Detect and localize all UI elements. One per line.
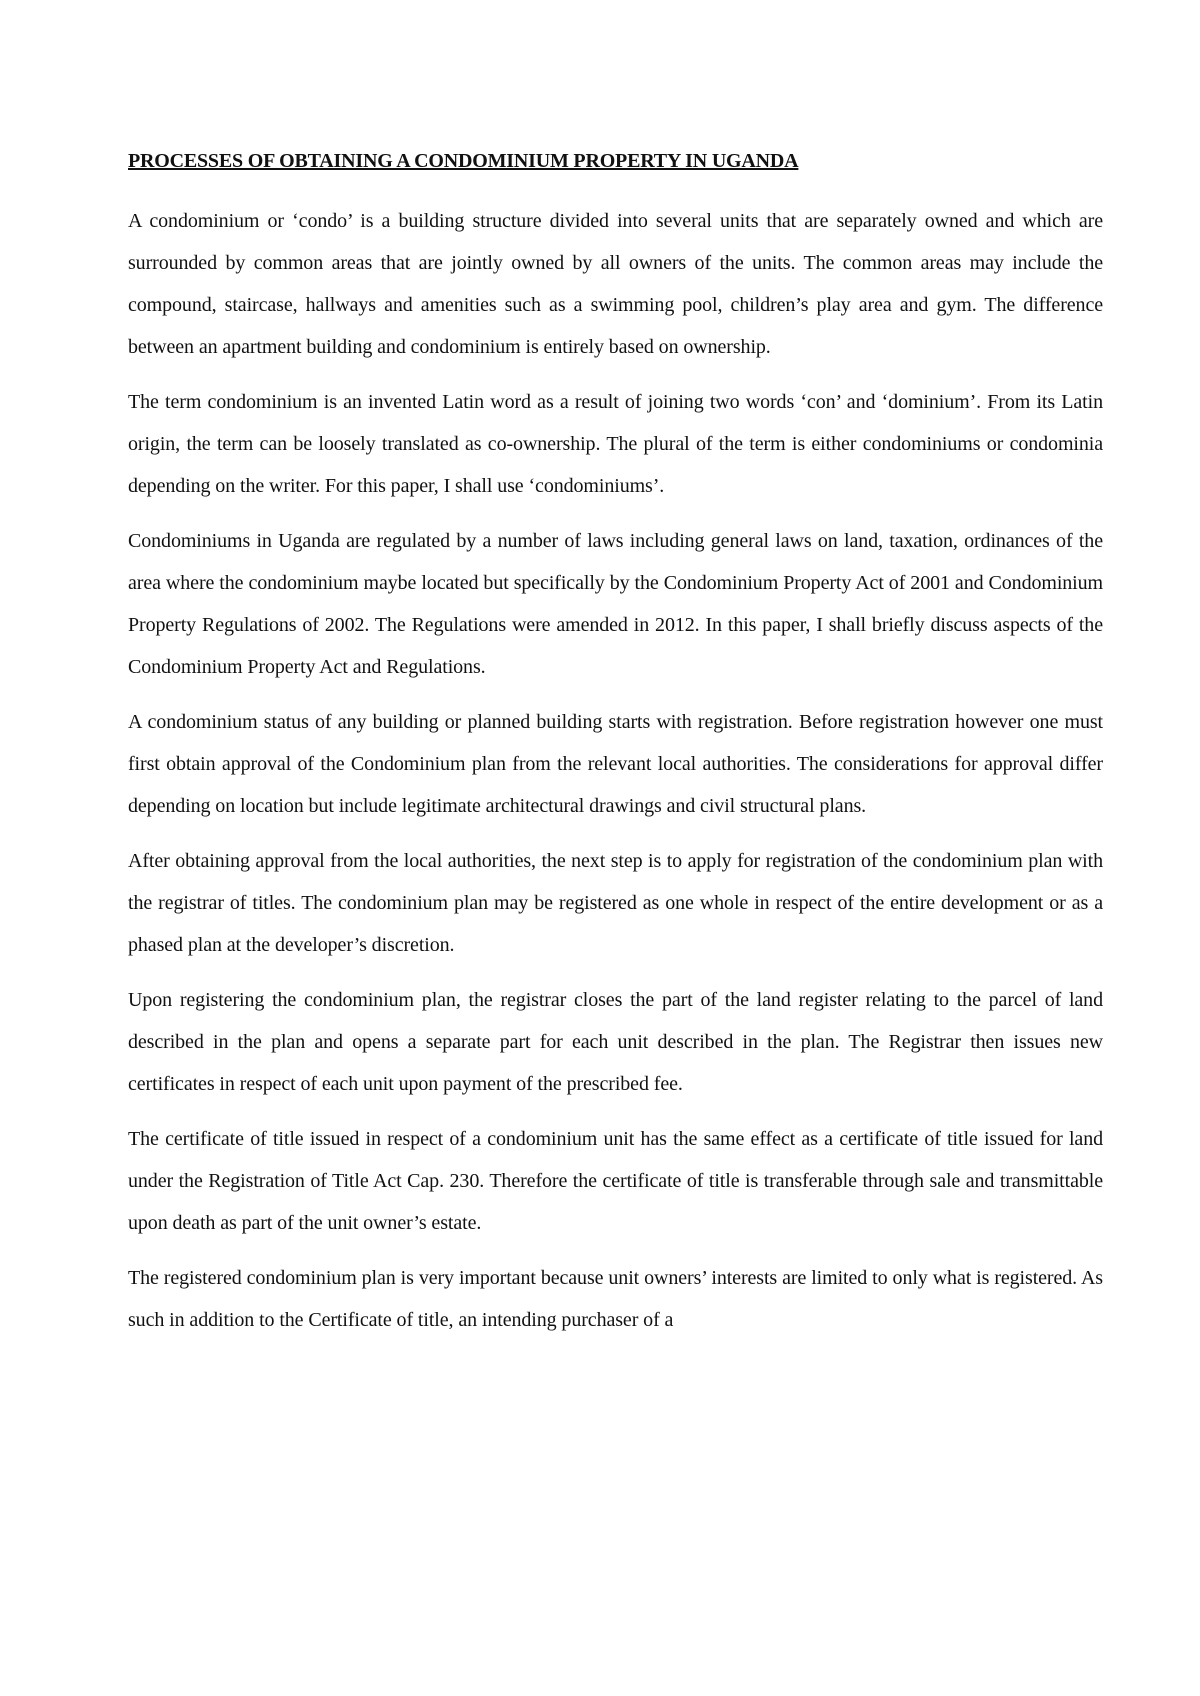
paragraph-registered-plan: The registered condominium plan is very important because unit owners’ interests are limited to only what is registered. As such in addition to the Certificate of title, an intending purchaser of a [128, 1267, 1103, 1331]
paragraph-definition: A condominium or ‘condo’ is a building structure divided into several units that are separately owned and which are surrounded by common areas that are jointly owned by all owners of the units. The common areas may include the compound, staircase, hallways and amenities such as a swimming pool, children’s play area and gym. The difference between an apartment building and condominium is entirely based on ownership. [128, 210, 1103, 358]
paragraph-certificate: The certificate of title issued in respect of a condominium unit has the same effect as a certificate of title issued for land under the Registration of Title Act Cap. 230. Therefore the certificate of title is transferable through sale and transmittable upon death as part of the unit owner’s estate. [128, 1128, 1103, 1234]
paragraph-registration: After obtaining approval from the local authorities, the next step is to apply for registration of the condominium plan with the registrar of titles. The condominium plan may be registered as one whole in respect of the entire development or as a phased plan at the developer’s discretion. [128, 850, 1103, 956]
paragraph-regulation: Condominiums in Uganda are regulated by a number of laws including general laws on land, taxation, ordinances of the area where the condominium maybe located but specifically by the Condominium Property Act of 2001 and Condominium Property Regulations of 2002. The Regulations were amended in 2012. In this paper, I shall briefly discuss aspects of the Condominium Property Act and Regulations. [128, 530, 1103, 678]
paragraph-registrar: Upon registering the condominium plan, the registrar closes the part of the land register relating to the parcel of land described in the plan and opens a separate part for each unit described in the plan. The Registrar then issues new certificates in respect of each unit upon payment of the prescribed fee. [128, 989, 1103, 1095]
document-body [128, 140, 1103, 1354]
paragraph-etymology: The term condominium is an invented Latin word as a result of joining two words ‘con’ and ‘dominium’. From its Latin origin, the term can be loosely translated as co-ownership. The plural of the term is either condominiums or condominia depending on the writer. For this paper, I shall use ‘condominiums’. [128, 391, 1103, 497]
document-title: PROCESSES OF OBTAINING A CONDOMINIUM PROPERTY IN UGANDA [128, 150, 799, 172]
paragraph-approval: A condominium status of any building or planned building starts with registration. Before registration however one must first obtain approval of the Condominium plan from the relevant local authorities. The considerations for approval differ depending on location but include legitimate architectural drawings and civil structural plans. [128, 711, 1103, 817]
